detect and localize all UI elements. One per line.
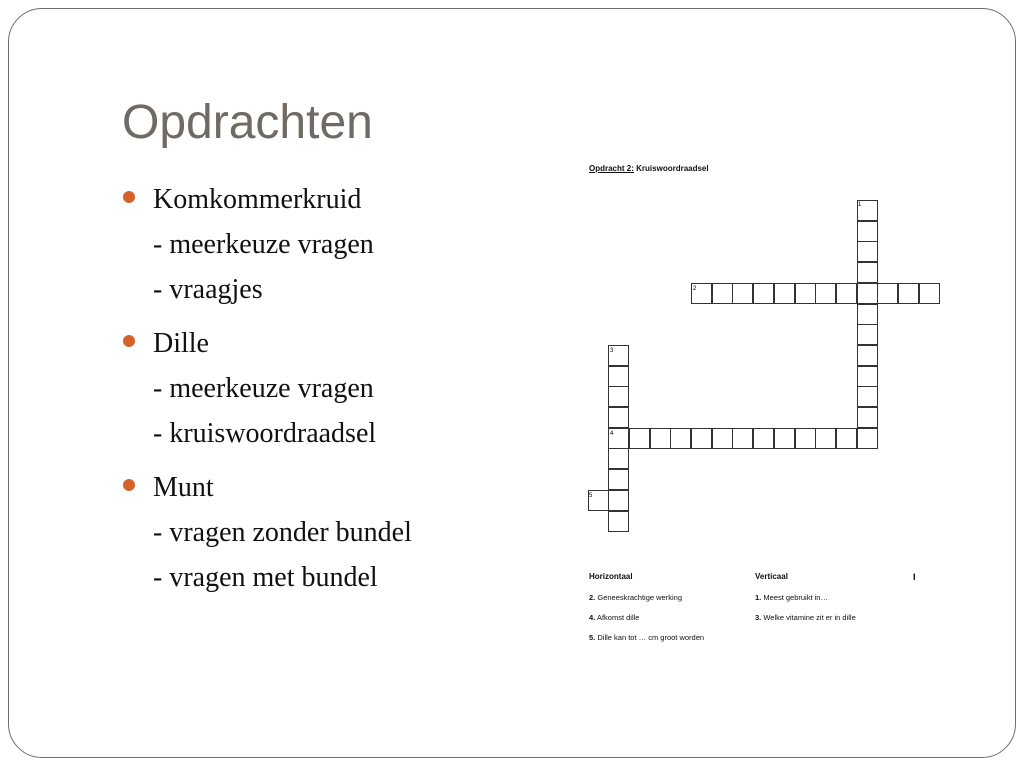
crossword-cell (608, 511, 629, 532)
clue-text: Dille kan tot … cm groot worden (597, 633, 705, 642)
text-cursor-mark: I (913, 572, 916, 582)
bullet-label: Munt (153, 472, 214, 503)
clue-item (755, 613, 856, 622)
crossword-cell (815, 428, 836, 449)
clue-num: 1. (755, 593, 762, 602)
crossword-cell (857, 386, 878, 407)
crossword-cell (919, 283, 940, 304)
clue-num: 4. (589, 613, 596, 622)
crossword-title (589, 164, 709, 173)
clue-text: Geneeskrachtige werking (597, 593, 682, 602)
crossword-cell (898, 283, 919, 304)
crossword-cell (857, 304, 878, 325)
bullet-dot-icon (123, 191, 135, 203)
crossword-cell (774, 428, 795, 449)
horizontal-clues (589, 572, 704, 653)
clue-num: 2. (589, 593, 596, 602)
vertical-header: Verticaal (755, 572, 788, 581)
crossword-cell (857, 345, 878, 366)
crossword-cell (877, 283, 898, 304)
bullet-subitem: - vraagjes (153, 274, 263, 305)
bullet-label: Dille (153, 328, 209, 359)
clue-text: Afkomst dille (596, 613, 640, 622)
bullet-item-komkommerkruid (123, 177, 503, 312)
bullet-dot-icon (123, 479, 135, 491)
crossword-cell (857, 283, 878, 304)
clue-num: 5. (589, 633, 596, 642)
crossword-cell (650, 428, 671, 449)
bullet-subitem: - vragen zonder bundel (153, 517, 412, 548)
crossword-cell (774, 283, 795, 304)
crossword-cell (608, 448, 629, 469)
crossword-cell (857, 221, 878, 242)
crossword-cell (753, 283, 774, 304)
crossword-cell (691, 428, 712, 449)
clue-item (755, 593, 856, 602)
crossword-cell (857, 428, 878, 449)
crossword-cell (857, 241, 878, 262)
slide-title: Opdrachten (122, 96, 373, 149)
crossword-cell (815, 283, 836, 304)
crossword-cell (608, 490, 629, 511)
clue-number-3: 3 (610, 348, 614, 354)
vertical-clues (755, 572, 856, 633)
crossword-cell (857, 366, 878, 387)
crossword-cell (836, 428, 857, 449)
clue-number-5: 5 (589, 493, 593, 499)
crossword-cell (712, 428, 733, 449)
crossword-cell (629, 428, 650, 449)
crossword-cell (857, 407, 878, 428)
bullet-subitem: - meerkeuze vragen (153, 373, 374, 404)
clue-text: Welke vitamine zit er in dille (763, 613, 856, 622)
crossword-cell (857, 324, 878, 345)
clue-number-2: 2 (693, 286, 697, 292)
crossword-cell (795, 428, 816, 449)
clue-text: Meest gebruikt in… (763, 593, 828, 602)
clue-num: 3. (755, 613, 762, 622)
crossword-cell (670, 428, 691, 449)
clue-item (589, 613, 704, 622)
crossword-cell (795, 283, 816, 304)
crossword-cell (732, 283, 753, 304)
crossword-cell (836, 283, 857, 304)
horizontal-header: Horizontaal (589, 572, 633, 581)
crossword-cell (608, 407, 629, 428)
clue-item (589, 633, 704, 642)
bullet-list (123, 177, 503, 609)
bullet-subitem: - vragen met bundel (153, 562, 378, 593)
crossword-cell (753, 428, 774, 449)
crossword-title-prefix: Opdracht 2: (589, 164, 634, 173)
crossword-cell (608, 386, 629, 407)
bullet-subitem: - kruiswoordraadsel (153, 418, 377, 449)
bullet-dot-icon (123, 335, 135, 347)
crossword-cell (608, 469, 629, 490)
bullet-label: Komkommerkruid (153, 184, 362, 215)
crossword-image (585, 160, 925, 650)
clue-number-1: 1 (858, 202, 862, 208)
crossword-title-rest: Kruiswoordraadsel (636, 164, 709, 173)
clue-item (589, 593, 704, 602)
crossword-cell (608, 366, 629, 387)
bullet-item-munt (123, 465, 503, 600)
bullet-subitem: - meerkeuze vragen (153, 229, 374, 260)
crossword-cell (712, 283, 733, 304)
clue-number-4: 4 (610, 431, 614, 437)
bullet-item-dille (123, 321, 503, 456)
crossword-cell (732, 428, 753, 449)
crossword-cell (857, 262, 878, 283)
